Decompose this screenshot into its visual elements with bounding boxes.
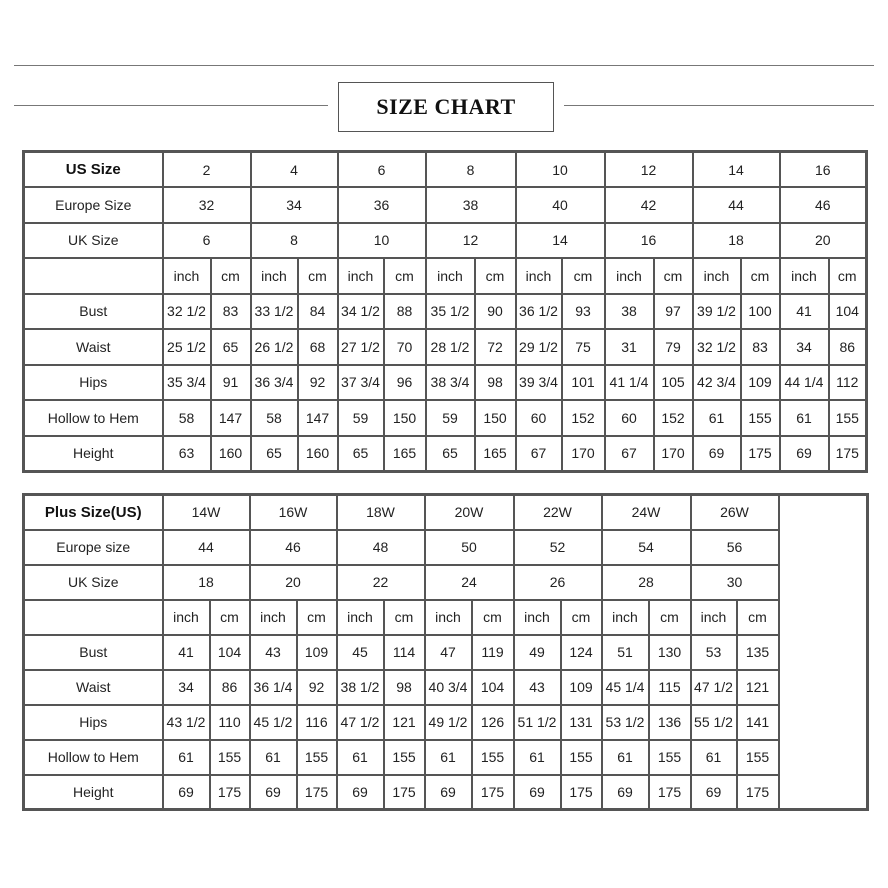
height-inch: 67 bbox=[605, 436, 654, 472]
waist-inch: 32 1/2 bbox=[693, 329, 741, 365]
us-size-row-value: 24W bbox=[602, 495, 691, 530]
europe-size-row-value: 44 bbox=[693, 187, 780, 223]
units-row bbox=[24, 258, 867, 294]
height-row bbox=[24, 775, 868, 810]
us-size-row-value: 16 bbox=[780, 152, 867, 188]
hollow-to-hem-cm: 155 bbox=[649, 740, 691, 775]
height-cm: 170 bbox=[562, 436, 605, 472]
unit-cm: cm bbox=[475, 258, 516, 294]
waist-inch: 29 1/2 bbox=[516, 329, 562, 365]
height-inch: 69 bbox=[693, 436, 741, 472]
europe-size-row-value: 34 bbox=[251, 187, 338, 223]
bust-inch: 38 bbox=[605, 294, 654, 330]
waist-cm: 75 bbox=[562, 329, 605, 365]
bust-inch: 53 bbox=[691, 635, 737, 670]
uk-size-row-value: 18 bbox=[693, 223, 780, 259]
bust-cm: 90 bbox=[475, 294, 516, 330]
europe-size-row bbox=[24, 187, 867, 223]
waist-row bbox=[24, 670, 868, 705]
unit-inch: inch bbox=[780, 258, 829, 294]
uk-size-row-value: 30 bbox=[691, 565, 779, 600]
hollow-to-hem-cm: 155 bbox=[210, 740, 250, 775]
unit-inch: inch bbox=[337, 600, 384, 635]
hips-inch: 51 1/2 bbox=[514, 705, 561, 740]
us-size-row-value: 18W bbox=[337, 495, 425, 530]
unit-cm: cm bbox=[384, 600, 425, 635]
height-inch: 69 bbox=[250, 775, 297, 810]
height-cm: 175 bbox=[384, 775, 425, 810]
us-size-row-value: 2 bbox=[163, 152, 251, 188]
bust-inch: 34 1/2 bbox=[338, 294, 384, 330]
height-row-label: Height bbox=[24, 436, 163, 472]
europe-size-row-value: 46 bbox=[780, 187, 867, 223]
hollow-to-hem-row-label: Hollow to Hem bbox=[24, 740, 163, 775]
bust-cm: 97 bbox=[654, 294, 693, 330]
height-cm: 175 bbox=[737, 775, 779, 810]
bust-cm: 135 bbox=[737, 635, 779, 670]
hips-cm: 105 bbox=[654, 365, 693, 401]
bust-row bbox=[24, 294, 867, 330]
bust-inch: 39 1/2 bbox=[693, 294, 741, 330]
us-size-row-value: 22W bbox=[514, 495, 602, 530]
hollow-to-hem-inch: 60 bbox=[605, 400, 654, 436]
bust-cm: 124 bbox=[561, 635, 602, 670]
waist-inch: 31 bbox=[605, 329, 654, 365]
hollow-to-hem-cm: 155 bbox=[829, 400, 867, 436]
hollow-to-hem-inch: 60 bbox=[516, 400, 562, 436]
hips-cm: 131 bbox=[561, 705, 602, 740]
unit-inch: inch bbox=[514, 600, 561, 635]
waist-cm: 109 bbox=[561, 670, 602, 705]
waist-cm: 115 bbox=[649, 670, 691, 705]
unit-inch: inch bbox=[251, 258, 298, 294]
uk-size-row-value: 6 bbox=[163, 223, 251, 259]
waist-cm: 86 bbox=[829, 329, 867, 365]
hips-cm: 141 bbox=[737, 705, 779, 740]
units-row-label bbox=[24, 600, 163, 635]
europe-size-row-value: 50 bbox=[425, 530, 514, 565]
size-chart-title: SIZE CHART bbox=[338, 82, 554, 132]
hips-cm: 91 bbox=[211, 365, 251, 401]
bust-inch: 41 bbox=[780, 294, 829, 330]
bust-cm: 104 bbox=[210, 635, 250, 670]
unit-cm: cm bbox=[561, 600, 602, 635]
us-size-row-label: Plus Size(US) bbox=[24, 495, 163, 530]
height-inch: 65 bbox=[426, 436, 475, 472]
hollow-to-hem-cm: 155 bbox=[741, 400, 780, 436]
europe-size-row-value: 36 bbox=[338, 187, 426, 223]
uk-size-row-value: 8 bbox=[251, 223, 338, 259]
hips-cm: 116 bbox=[297, 705, 337, 740]
bust-inch: 41 bbox=[163, 635, 210, 670]
height-inch: 69 bbox=[780, 436, 829, 472]
height-cm: 175 bbox=[649, 775, 691, 810]
europe-size-row bbox=[24, 530, 868, 565]
hips-cm: 101 bbox=[562, 365, 605, 401]
waist-inch: 40 3/4 bbox=[425, 670, 472, 705]
waist-cm: 86 bbox=[210, 670, 250, 705]
height-cm: 170 bbox=[654, 436, 693, 472]
hips-cm: 110 bbox=[210, 705, 250, 740]
europe-size-row-value: 40 bbox=[516, 187, 605, 223]
waist-cm: 98 bbox=[384, 670, 425, 705]
waist-inch: 36 1/4 bbox=[250, 670, 297, 705]
us-size-row bbox=[24, 495, 868, 530]
bust-inch: 33 1/2 bbox=[251, 294, 298, 330]
unit-cm: cm bbox=[210, 600, 250, 635]
europe-size-row-value: 48 bbox=[337, 530, 425, 565]
us-size-row-value: 16W bbox=[250, 495, 337, 530]
hips-cm: 112 bbox=[829, 365, 867, 401]
unit-inch: inch bbox=[693, 258, 741, 294]
standard-size-table bbox=[22, 150, 868, 473]
hips-inch: 39 3/4 bbox=[516, 365, 562, 401]
hips-row-label: Hips bbox=[24, 365, 163, 401]
hollow-to-hem-inch: 59 bbox=[426, 400, 475, 436]
europe-size-row-value: 46 bbox=[250, 530, 337, 565]
waist-inch: 47 1/2 bbox=[691, 670, 737, 705]
bust-inch: 45 bbox=[337, 635, 384, 670]
hollow-to-hem-cm: 155 bbox=[737, 740, 779, 775]
height-inch: 69 bbox=[514, 775, 561, 810]
title-rule-right bbox=[564, 105, 874, 106]
bust-inch: 43 bbox=[250, 635, 297, 670]
europe-size-row-label: Europe size bbox=[24, 530, 163, 565]
hips-cm: 126 bbox=[472, 705, 514, 740]
hips-cm: 96 bbox=[384, 365, 426, 401]
waist-row bbox=[24, 329, 867, 365]
waist-row-label: Waist bbox=[24, 329, 163, 365]
us-size-row-value: 26W bbox=[691, 495, 779, 530]
us-size-row-value: 14 bbox=[693, 152, 780, 188]
us-size-row-value: 10 bbox=[516, 152, 605, 188]
hollow-to-hem-inch: 61 bbox=[425, 740, 472, 775]
bust-cm: 83 bbox=[211, 294, 251, 330]
unit-inch: inch bbox=[605, 258, 654, 294]
unit-inch: inch bbox=[163, 258, 211, 294]
height-cm: 175 bbox=[472, 775, 514, 810]
europe-size-row-value: 44 bbox=[163, 530, 250, 565]
hips-inch: 35 3/4 bbox=[163, 365, 211, 401]
unit-cm: cm bbox=[562, 258, 605, 294]
hips-row-label: Hips bbox=[24, 705, 163, 740]
hips-inch: 45 1/2 bbox=[250, 705, 297, 740]
units-row bbox=[24, 600, 868, 635]
uk-size-row-value: 26 bbox=[514, 565, 602, 600]
height-inch: 63 bbox=[163, 436, 211, 472]
hollow-to-hem-cm: 150 bbox=[384, 400, 426, 436]
hips-inch: 41 1/4 bbox=[605, 365, 654, 401]
bust-inch: 47 bbox=[425, 635, 472, 670]
us-size-row-value: 6 bbox=[338, 152, 426, 188]
hollow-to-hem-cm: 147 bbox=[298, 400, 338, 436]
hollow-to-hem-inch: 61 bbox=[602, 740, 649, 775]
height-inch: 69 bbox=[163, 775, 210, 810]
bust-inch: 32 1/2 bbox=[163, 294, 211, 330]
unit-inch: inch bbox=[691, 600, 737, 635]
bust-cm: 93 bbox=[562, 294, 605, 330]
uk-size-row-value: 16 bbox=[605, 223, 693, 259]
uk-size-row-value: 20 bbox=[250, 565, 337, 600]
hollow-to-hem-inch: 58 bbox=[163, 400, 211, 436]
hollow-to-hem-cm: 152 bbox=[654, 400, 693, 436]
hollow-to-hem-cm: 155 bbox=[384, 740, 425, 775]
height-cm: 165 bbox=[384, 436, 426, 472]
hips-row bbox=[24, 705, 868, 740]
waist-cm: 72 bbox=[475, 329, 516, 365]
us-size-row-label: US Size bbox=[24, 152, 163, 188]
height-cm: 160 bbox=[211, 436, 251, 472]
uk-size-row bbox=[24, 565, 868, 600]
uk-size-row-value: 20 bbox=[780, 223, 867, 259]
unit-cm: cm bbox=[211, 258, 251, 294]
hollow-to-hem-row bbox=[24, 400, 867, 436]
us-size-row-value: 20W bbox=[425, 495, 514, 530]
unit-cm: cm bbox=[298, 258, 338, 294]
height-cm: 175 bbox=[829, 436, 867, 472]
bust-cm: 104 bbox=[829, 294, 867, 330]
unit-inch: inch bbox=[338, 258, 384, 294]
blank-column bbox=[779, 495, 868, 810]
unit-cm: cm bbox=[472, 600, 514, 635]
height-row-label: Height bbox=[24, 775, 163, 810]
hollow-to-hem-cm: 155 bbox=[297, 740, 337, 775]
europe-size-row-value: 56 bbox=[691, 530, 779, 565]
hips-cm: 136 bbox=[649, 705, 691, 740]
hollow-to-hem-row bbox=[24, 740, 868, 775]
waist-row-label: Waist bbox=[24, 670, 163, 705]
hips-cm: 109 bbox=[741, 365, 780, 401]
europe-size-row-value: 32 bbox=[163, 187, 251, 223]
bust-cm: 109 bbox=[297, 635, 337, 670]
europe-size-row-value: 42 bbox=[605, 187, 693, 223]
hips-inch: 49 1/2 bbox=[425, 705, 472, 740]
height-inch: 69 bbox=[691, 775, 737, 810]
hollow-to-hem-row-label: Hollow to Hem bbox=[24, 400, 163, 436]
unit-inch: inch bbox=[426, 258, 475, 294]
title-rule-left bbox=[14, 105, 328, 106]
hollow-to-hem-cm: 155 bbox=[561, 740, 602, 775]
hollow-to-hem-cm: 155 bbox=[472, 740, 514, 775]
hollow-to-hem-inch: 61 bbox=[693, 400, 741, 436]
height-row bbox=[24, 436, 867, 472]
uk-size-row-value: 28 bbox=[602, 565, 691, 600]
waist-cm: 79 bbox=[654, 329, 693, 365]
hollow-to-hem-inch: 59 bbox=[338, 400, 384, 436]
hollow-to-hem-cm: 150 bbox=[475, 400, 516, 436]
us-size-row bbox=[24, 152, 867, 188]
bust-row bbox=[24, 635, 868, 670]
hips-inch: 36 3/4 bbox=[251, 365, 298, 401]
height-cm: 175 bbox=[561, 775, 602, 810]
waist-inch: 38 1/2 bbox=[337, 670, 384, 705]
waist-cm: 92 bbox=[297, 670, 337, 705]
hips-cm: 92 bbox=[298, 365, 338, 401]
uk-size-row-value: 24 bbox=[425, 565, 514, 600]
waist-cm: 65 bbox=[211, 329, 251, 365]
hollow-to-hem-inch: 61 bbox=[691, 740, 737, 775]
waist-cm: 104 bbox=[472, 670, 514, 705]
hollow-to-hem-inch: 61 bbox=[514, 740, 561, 775]
hips-cm: 98 bbox=[475, 365, 516, 401]
uk-size-row-label: UK Size bbox=[24, 223, 163, 259]
waist-cm: 83 bbox=[741, 329, 780, 365]
uk-size-row-value: 14 bbox=[516, 223, 605, 259]
top-rule bbox=[14, 65, 874, 66]
height-cm: 160 bbox=[298, 436, 338, 472]
hips-inch: 44 1/4 bbox=[780, 365, 829, 401]
hips-inch: 55 1/2 bbox=[691, 705, 737, 740]
uk-size-row-value: 12 bbox=[426, 223, 516, 259]
hips-cm: 121 bbox=[384, 705, 425, 740]
waist-inch: 27 1/2 bbox=[338, 329, 384, 365]
us-size-row-value: 4 bbox=[251, 152, 338, 188]
waist-inch: 26 1/2 bbox=[251, 329, 298, 365]
bust-inch: 36 1/2 bbox=[516, 294, 562, 330]
height-cm: 175 bbox=[741, 436, 780, 472]
bust-cm: 100 bbox=[741, 294, 780, 330]
waist-inch: 25 1/2 bbox=[163, 329, 211, 365]
hips-inch: 47 1/2 bbox=[337, 705, 384, 740]
europe-size-row-value: 38 bbox=[426, 187, 516, 223]
uk-size-row-value: 10 bbox=[338, 223, 426, 259]
unit-cm: cm bbox=[741, 258, 780, 294]
height-inch: 65 bbox=[338, 436, 384, 472]
hips-inch: 37 3/4 bbox=[338, 365, 384, 401]
hips-inch: 38 3/4 bbox=[426, 365, 475, 401]
bust-cm: 119 bbox=[472, 635, 514, 670]
bust-row-label: Bust bbox=[24, 294, 163, 330]
waist-inch: 28 1/2 bbox=[426, 329, 475, 365]
uk-size-row-value: 22 bbox=[337, 565, 425, 600]
height-cm: 175 bbox=[297, 775, 337, 810]
waist-cm: 68 bbox=[298, 329, 338, 365]
us-size-row-value: 14W bbox=[163, 495, 250, 530]
unit-inch: inch bbox=[163, 600, 210, 635]
waist-inch: 34 bbox=[780, 329, 829, 365]
hollow-to-hem-inch: 61 bbox=[780, 400, 829, 436]
uk-size-row-label: UK Size bbox=[24, 565, 163, 600]
unit-cm: cm bbox=[649, 600, 691, 635]
bust-row-label: Bust bbox=[24, 635, 163, 670]
waist-inch: 45 1/4 bbox=[602, 670, 649, 705]
hollow-to-hem-cm: 147 bbox=[211, 400, 251, 436]
bust-inch: 49 bbox=[514, 635, 561, 670]
uk-size-row-value: 18 bbox=[163, 565, 250, 600]
waist-cm: 70 bbox=[384, 329, 426, 365]
hips-inch: 53 1/2 bbox=[602, 705, 649, 740]
us-size-row-value: 12 bbox=[605, 152, 693, 188]
uk-size-row bbox=[24, 223, 867, 259]
height-cm: 165 bbox=[475, 436, 516, 472]
bust-cm: 130 bbox=[649, 635, 691, 670]
plus-size-table bbox=[22, 493, 869, 811]
hollow-to-hem-inch: 61 bbox=[163, 740, 210, 775]
hips-row bbox=[24, 365, 867, 401]
us-size-row-value: 8 bbox=[426, 152, 516, 188]
height-cm: 175 bbox=[210, 775, 250, 810]
bust-inch: 35 1/2 bbox=[426, 294, 475, 330]
units-row-label bbox=[24, 258, 163, 294]
hollow-to-hem-inch: 61 bbox=[250, 740, 297, 775]
unit-inch: inch bbox=[516, 258, 562, 294]
height-inch: 65 bbox=[251, 436, 298, 472]
europe-size-row-label: Europe Size bbox=[24, 187, 163, 223]
height-inch: 67 bbox=[516, 436, 562, 472]
height-inch: 69 bbox=[337, 775, 384, 810]
waist-cm: 121 bbox=[737, 670, 779, 705]
bust-cm: 114 bbox=[384, 635, 425, 670]
europe-size-row-value: 54 bbox=[602, 530, 691, 565]
hips-inch: 42 3/4 bbox=[693, 365, 741, 401]
unit-cm: cm bbox=[737, 600, 779, 635]
hollow-to-hem-inch: 58 bbox=[251, 400, 298, 436]
bust-inch: 51 bbox=[602, 635, 649, 670]
unit-cm: cm bbox=[654, 258, 693, 294]
unit-inch: inch bbox=[602, 600, 649, 635]
unit-cm: cm bbox=[297, 600, 337, 635]
bust-cm: 88 bbox=[384, 294, 426, 330]
unit-cm: cm bbox=[384, 258, 426, 294]
height-inch: 69 bbox=[425, 775, 472, 810]
unit-inch: inch bbox=[425, 600, 472, 635]
hollow-to-hem-inch: 61 bbox=[337, 740, 384, 775]
europe-size-row-value: 52 bbox=[514, 530, 602, 565]
height-inch: 69 bbox=[602, 775, 649, 810]
unit-inch: inch bbox=[250, 600, 297, 635]
waist-inch: 34 bbox=[163, 670, 210, 705]
hips-inch: 43 1/2 bbox=[163, 705, 210, 740]
hollow-to-hem-cm: 152 bbox=[562, 400, 605, 436]
waist-inch: 43 bbox=[514, 670, 561, 705]
bust-cm: 84 bbox=[298, 294, 338, 330]
unit-cm: cm bbox=[829, 258, 867, 294]
